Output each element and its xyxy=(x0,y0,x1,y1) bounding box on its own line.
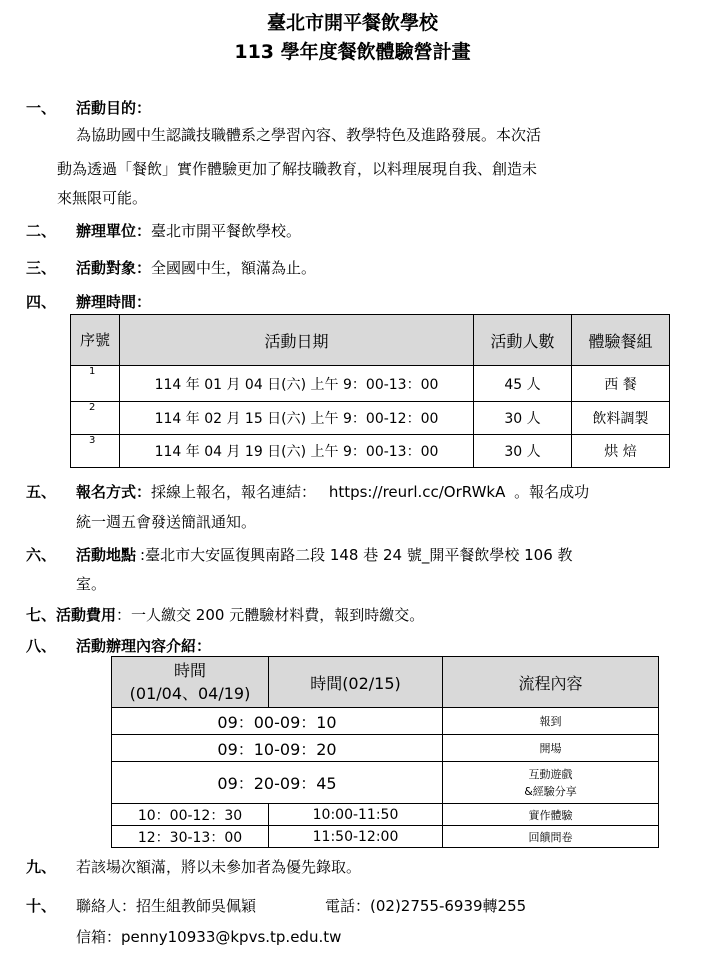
row-time: 09：10-09：20 xyxy=(112,735,443,762)
table-row xyxy=(112,804,659,826)
schedule-table xyxy=(70,314,670,468)
row-date: 114 年 02 月 15 日(六) 上午 9：00-12：00 xyxy=(120,402,474,435)
table-row xyxy=(112,762,659,804)
section-number: 一、 xyxy=(26,99,57,117)
row-group: 西 餐 xyxy=(572,366,670,402)
row-flow xyxy=(443,762,659,804)
header-time-a xyxy=(112,657,269,708)
table-row xyxy=(71,435,670,468)
section-number: 四、 xyxy=(26,293,57,311)
header-time-a-line1: 時間 xyxy=(173,661,206,680)
section-label: 辦理單位： xyxy=(76,222,152,240)
contact-email[interactable]: 信箱：penny10933@kpvs.tp.edu.tw xyxy=(76,928,342,946)
row-time-b: 11:50-12:00 xyxy=(269,826,443,848)
table-row xyxy=(112,735,659,762)
section-number: 九、 xyxy=(26,858,57,876)
row-time-a: 10：00-12：30 xyxy=(112,804,269,826)
row-flow: 實作體驗 xyxy=(443,804,659,826)
section-label: 活動地點 xyxy=(76,546,137,564)
section-number: 二、 xyxy=(26,222,57,240)
row-time: 09：20-09：45 xyxy=(112,762,443,804)
registration-text-2: 。報名成功 xyxy=(514,483,590,501)
row-flow-line2: &經驗分享 xyxy=(524,784,577,798)
section-label: 活動費用 xyxy=(56,606,117,624)
row-no: 1 xyxy=(71,366,120,402)
row-flow-line1: 互動遊戲 xyxy=(528,767,573,781)
section-number: 七、 xyxy=(26,606,57,624)
document-title: 臺北市開平餐飲學校 xyxy=(266,12,438,34)
header-count: 活動人數 xyxy=(474,315,572,366)
row-time-a: 12：30-13：00 xyxy=(112,826,269,848)
organizer-text: 臺北市開平餐飲學校。 xyxy=(151,222,302,240)
section-number: 三、 xyxy=(26,259,57,277)
table-row xyxy=(112,708,659,735)
priority-text: 若該場次額滿，將以未參加者為優先錄取。 xyxy=(76,858,362,876)
registration-link[interactable]: https://reurl.cc/OrRWkA xyxy=(328,483,506,501)
header-date: 活動日期 xyxy=(120,315,474,366)
section-number: 十、 xyxy=(26,897,57,915)
table-row xyxy=(71,402,670,435)
table-row xyxy=(71,366,670,402)
row-flow: 報到 xyxy=(443,708,659,735)
header-no: 序號 xyxy=(71,315,120,366)
table-row xyxy=(112,826,659,848)
row-count: 45 人 xyxy=(474,366,572,402)
document-subtitle: 113 學年度餐飲體驗營計畫 xyxy=(234,41,471,63)
header-time-a-line2: (01/04、04/19) xyxy=(129,684,251,703)
location-text: :臺北市大安區復興南路二段 148 巷 24 號_開平餐飲學校 106 教 xyxy=(140,546,573,564)
row-time-b: 10:00-11:50 xyxy=(269,804,443,826)
purpose-line-2: 動為透過「餐飲」實作體驗更加了解技職教育，以料理展現自我、創造未 xyxy=(57,160,538,178)
row-group: 烘 焙 xyxy=(572,435,670,468)
contact-phone: 電話：(02)2755-6939轉255 xyxy=(325,897,527,915)
section-label: 活動辦理內容介紹： xyxy=(76,637,212,655)
header-time-b: 時間(02/15) xyxy=(269,657,443,708)
row-date: 114 年 04 月 19 日(六) 上午 9：00-13：00 xyxy=(120,435,474,468)
row-count: 30 人 xyxy=(474,402,572,435)
program-table xyxy=(111,656,659,848)
row-no: 3 xyxy=(71,435,120,468)
row-flow: 開場 xyxy=(443,735,659,762)
section-label: 報名方式： xyxy=(76,483,152,501)
registration-text: 採線上報名，報名連結： xyxy=(151,483,317,501)
row-count: 30 人 xyxy=(474,435,572,468)
row-date: 114 年 01 月 04 日(六) 上午 9：00-13：00 xyxy=(120,366,474,402)
section-label: 辦理時間： xyxy=(76,293,152,311)
purpose-line-3: 來無限可能。 xyxy=(57,189,148,207)
row-no: 2 xyxy=(71,402,120,435)
fee-text: ：一人繳交 200 元體驗材料費，報到時繳交。 xyxy=(116,606,425,624)
section-label: 活動目的： xyxy=(76,99,152,117)
registration-line-2: 統一週五會發送簡訊通知。 xyxy=(76,513,257,531)
row-time: 09：00-09：10 xyxy=(112,708,443,735)
section-number: 五、 xyxy=(26,483,57,501)
header-flow: 流程內容 xyxy=(443,657,659,708)
location-line-2: 室。 xyxy=(76,575,107,593)
contact-person: 聯絡人：招生組教師吳佩穎 xyxy=(76,897,257,915)
audience-text: 全國國中生，額滿為止。 xyxy=(151,259,317,277)
section-number: 八、 xyxy=(26,637,57,655)
purpose-line-1: 為協助國中生認識技職體系之學習內容、教學特色及進路發展。本次活 xyxy=(76,126,542,144)
row-flow: 回饋問卷 xyxy=(443,826,659,848)
header-group: 體驗餐組 xyxy=(572,315,670,366)
section-label: 活動對象： xyxy=(76,259,152,277)
row-group: 飲料調製 xyxy=(572,402,670,435)
section-number: 六、 xyxy=(26,546,57,564)
